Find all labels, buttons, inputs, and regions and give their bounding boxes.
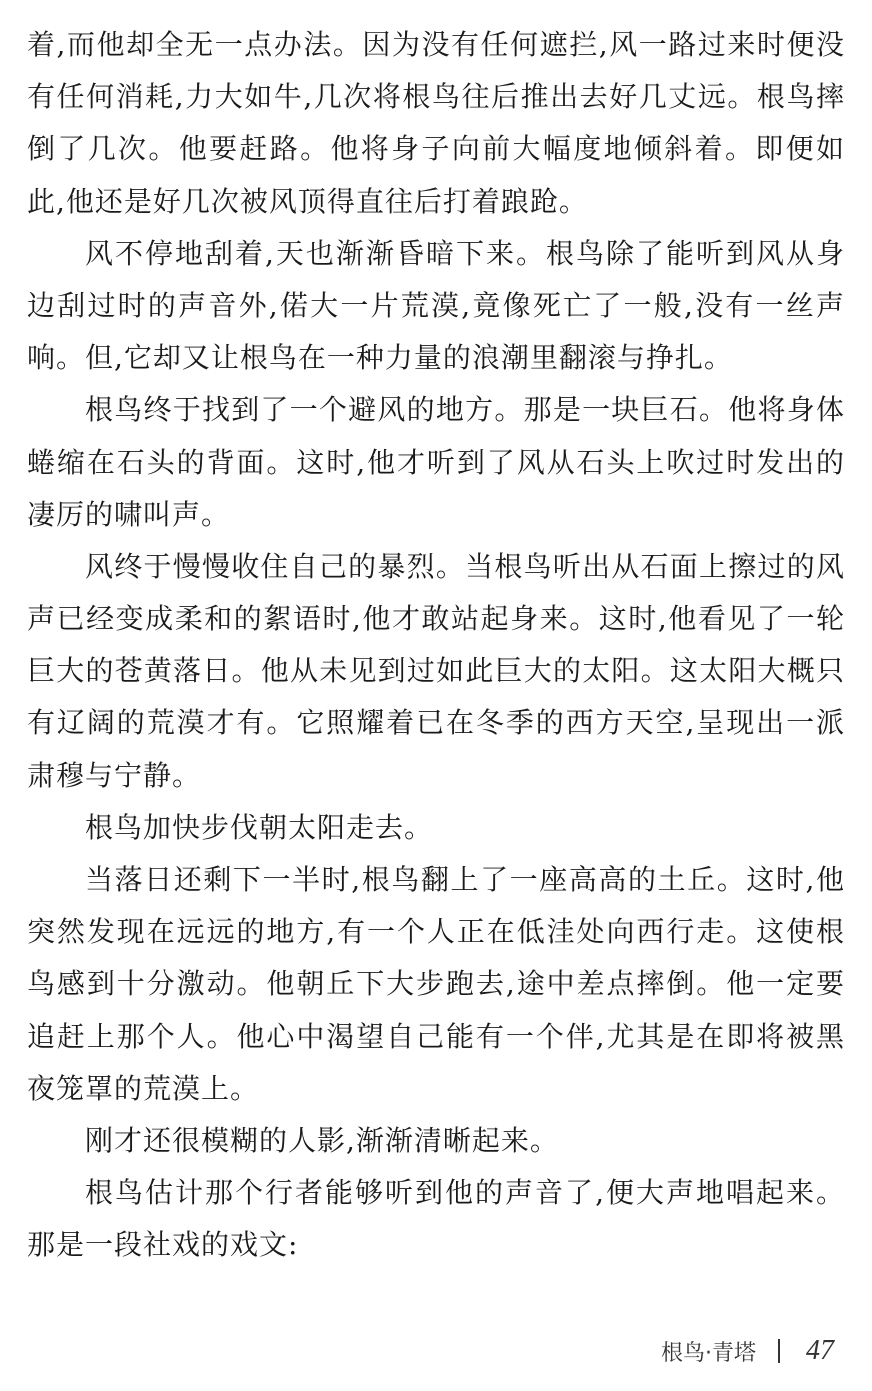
text-line: 突然发现在远远的地方,有一个人正在低洼处向西行走。这使根	[27, 915, 844, 949]
text-line: 根鸟终于找到了一个避风的地方。那是一块巨石。他将身体	[85, 393, 844, 427]
paragraph	[27, 384, 844, 541]
text-line: 风终于慢慢收住自己的暴烈。当根鸟听出从石面上擦过的风	[85, 549, 844, 583]
text-line: 夜笼罩的荒漠上。	[27, 1071, 260, 1105]
text-line: 肃穆与宁静。	[27, 758, 202, 792]
text-line: 蜷缩在石头的背面。这时,他才听到了风从石头上吹过时发出的	[27, 445, 844, 479]
paragraph	[27, 19, 844, 228]
text-line: 凄厉的啸叫声。	[27, 497, 231, 531]
paragraph	[27, 541, 844, 802]
text-line: 有任何消耗,力大如牛,几次将根鸟往后推出去好几丈远。根鸟摔	[27, 80, 844, 114]
text-line: 此,他还是好几次被风顶得直往后打着踉跄。	[27, 184, 588, 218]
text-line: 风不停地刮着,天也渐渐昏暗下来。根鸟除了能听到风从身	[85, 236, 844, 270]
running-title: 根鸟·青塔	[661, 1340, 756, 1366]
text-line: 边刮过时的声音外,偌大一片荒漠,竟像死亡了一般,没有一丝声	[27, 288, 844, 322]
page-number: 47	[806, 1335, 834, 1366]
text-line: 根鸟估计那个行者能够听到他的声音了,便大声地唱起来。	[85, 1176, 844, 1210]
text-line: 当落日还剩下一半时,根鸟翻上了一座高高的土丘。这时,他	[85, 863, 844, 896]
text-line: 追赶上那个人。他心中渴望自己能有一个伴,尤其是在即将被黑	[27, 1019, 844, 1053]
text-line: 响。但,它却又让根鸟在一种力量的浪潮里翻滚与挣扎。	[27, 341, 733, 375]
text-line: 着,而他却全无一点办法。因为没有任何遮拦,风一路过来时便没	[27, 28, 844, 61]
text-line: 巨大的苍黄落日。他从未见到过如此巨大的太阳。这太阳大概只	[27, 654, 844, 688]
paragraph	[27, 1167, 844, 1271]
paragraph	[27, 228, 844, 385]
footer-divider	[778, 1339, 780, 1363]
body-text	[27, 19, 844, 1272]
text-line: 倒了几次。他要赶路。他将身子向前大幅度地倾斜着。即便如	[27, 132, 844, 166]
text-line: 刚才还很模糊的人影,渐渐清晰起来。	[85, 1123, 559, 1157]
text-line: 根鸟加快步伐朝太阳走去。	[85, 810, 434, 844]
text-line: 声已经变成柔和的絮语时,他才敢站起身来。这时,他看见了一轮	[27, 602, 844, 636]
page-footer	[661, 1333, 834, 1369]
paragraph	[27, 802, 844, 854]
paragraph	[27, 1115, 844, 1167]
text-line: 那是一段社戏的戏文:	[27, 1228, 299, 1262]
text-line: 有辽阔的荒漠才有。它照耀着已在冬季的西方天空,呈现出一派	[27, 706, 844, 740]
text-line: 鸟感到十分激动。他朝丘下大步跑去,途中差点摔倒。他一定要	[27, 967, 844, 1001]
paragraph	[27, 854, 844, 1115]
